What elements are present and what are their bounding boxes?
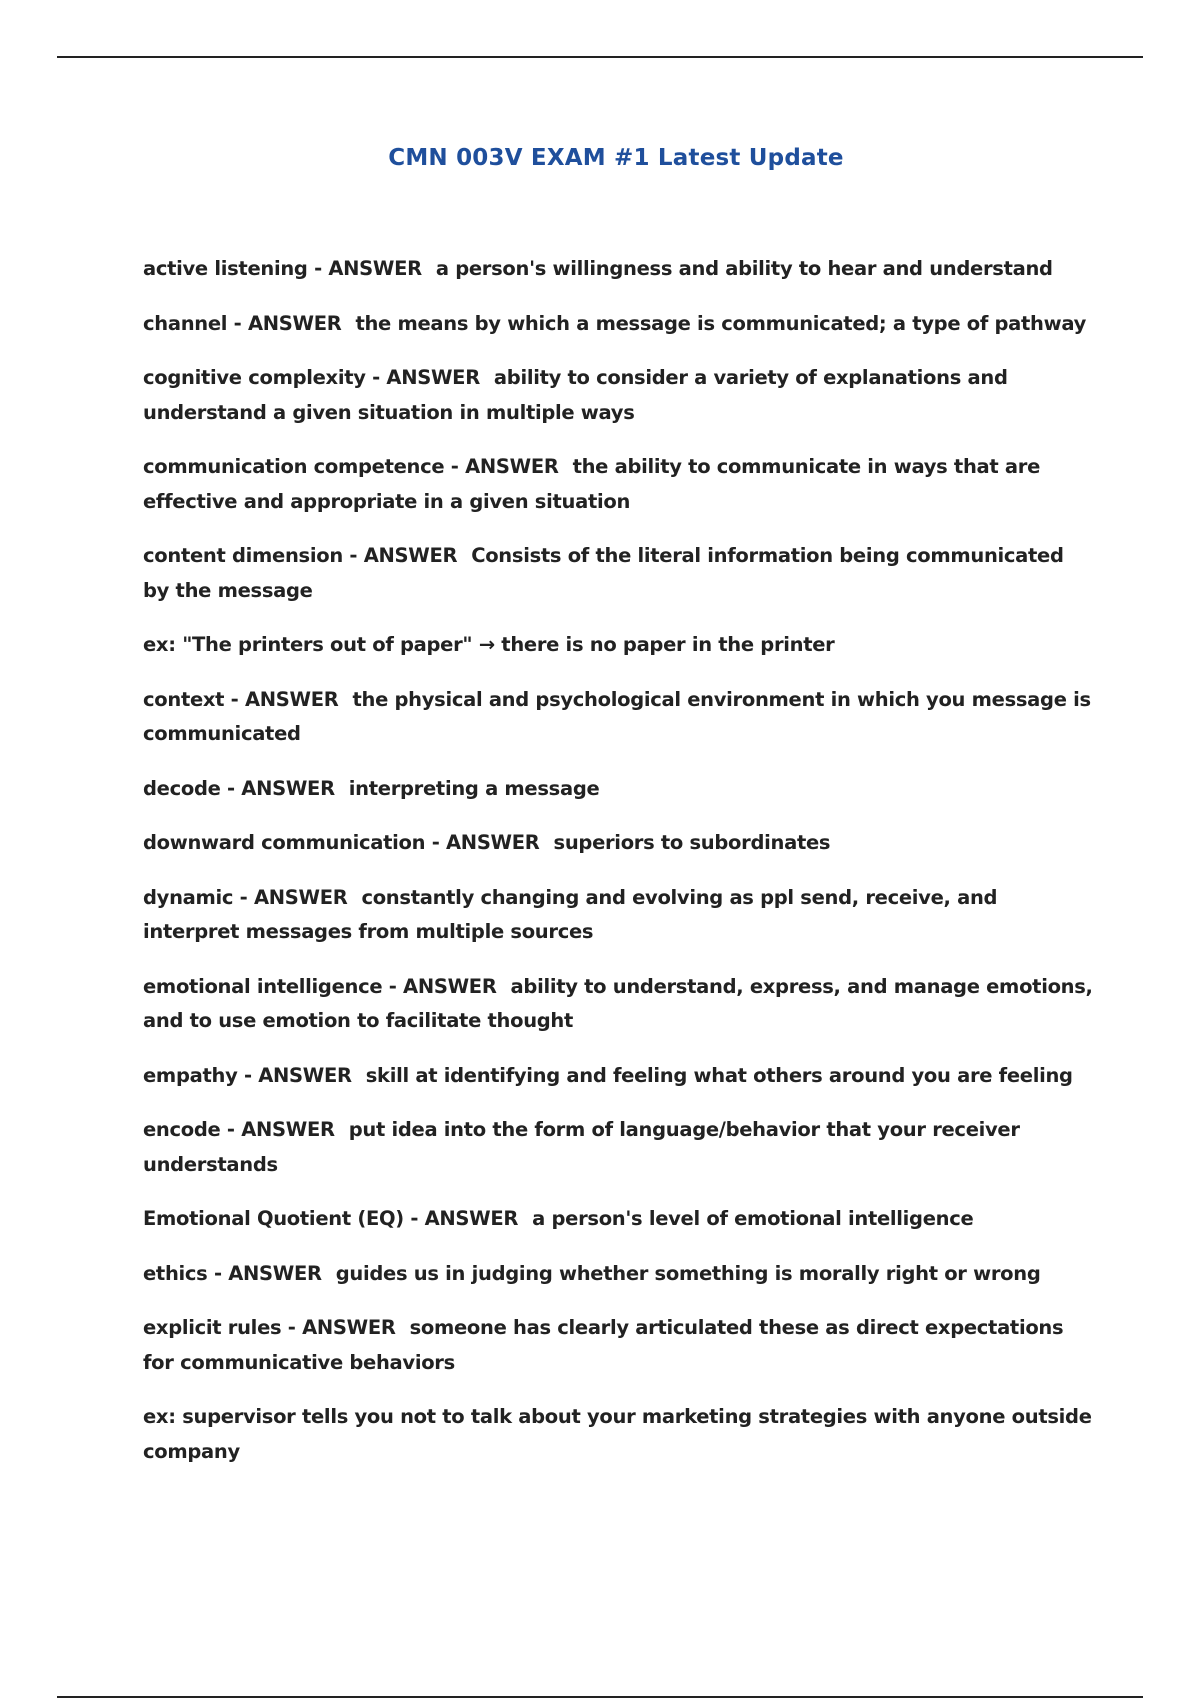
glossary-entry [143, 1257, 1093, 1292]
entry-definition: constantly changing and evolving as ppl send, receive, and interpret messages from multiple sources [143, 885, 998, 943]
glossary-example [143, 1400, 1093, 1469]
entry-term: emotional intelligence - ANSWER [143, 974, 497, 998]
glossary-entry [143, 881, 1093, 950]
entry-term: Emotional Quotient (EQ) - ANSWER [143, 1207, 519, 1230]
entry-term: ethics - ANSWER [143, 1261, 322, 1285]
entry-definition: interpreting a message [348, 776, 600, 800]
glossary-entry [143, 450, 1093, 519]
entry-term: downward communication - ANSWER [143, 831, 540, 854]
entry-term: decode - ANSWER [143, 776, 335, 800]
glossary-entry [143, 1202, 1093, 1237]
entry-definition: the physical and psychological environment in which you message is communicated [143, 687, 1091, 745]
entry-example: ex: supervisor tells you not to talk about your marketing strategies with anyone outside company [143, 1405, 1092, 1463]
entry-definition: ability to consider a variety of explanations and understand a given situation in multiple ways [143, 366, 1008, 424]
glossary-example [143, 628, 1093, 663]
glossary-entry [143, 1113, 1093, 1182]
entry-term: dynamic - ANSWER [143, 885, 348, 909]
glossary-entry [143, 539, 1093, 608]
entry-term: encode - ANSWER [143, 1118, 335, 1141]
glossary-entry [143, 361, 1093, 430]
entry-definition: a person's willingness and ability to hear and understand [435, 257, 1053, 280]
entry-definition: the ability to communicate in ways that are effective and appropriate in a given situation [143, 455, 1040, 513]
entry-term: cognitive complexity - ANSWER [143, 366, 480, 389]
glossary-entry [143, 772, 1093, 807]
glossary-entry [143, 307, 1093, 342]
entry-term: content dimension - ANSWER [143, 544, 458, 567]
entry-definition: a person's level of emotional intelligence [532, 1207, 974, 1230]
entry-definition: the means by which a message is communicated; a type of pathway [355, 311, 1087, 335]
entry-definition: someone has clearly articulated these as direct expectations for communicative behaviors [143, 1316, 1064, 1374]
entry-term: explicit rules - ANSWER [143, 1316, 396, 1339]
glossary-entry [143, 252, 1093, 287]
header-rule [57, 56, 1143, 58]
entry-term: communication competence - ANSWER [143, 455, 559, 478]
entry-definition: guides us in judging whether something is morally right or wrong [335, 1261, 1041, 1285]
entry-term: context - ANSWER [143, 687, 339, 711]
entry-example: ex: "The printers out of paper" → there is no paper in the printer [143, 633, 835, 656]
glossary-entry [143, 826, 1093, 861]
glossary-entry [143, 683, 1093, 752]
glossary-list [143, 252, 1093, 1489]
glossary-entry [143, 1311, 1093, 1380]
entry-definition: superiors to subordinates [553, 831, 831, 854]
entry-definition: ability to understand, express, and manage emotions, and to use emotion to facilitate thought [143, 974, 1093, 1032]
entry-definition: put idea into the form of language/behavior that your receiver understands [143, 1118, 1020, 1176]
entry-definition: skill at identifying and feeling what others around you are feeling [365, 1063, 1073, 1087]
entry-term: empathy - ANSWER [143, 1063, 352, 1087]
document-title: CMN 003V EXAM #1 Latest Update [388, 145, 844, 171]
glossary-entry [143, 1059, 1093, 1094]
entry-term: channel - ANSWER [143, 311, 342, 335]
entry-definition: Consists of the literal information being communicated by the message [143, 544, 1064, 602]
entry-term: active listening - ANSWER [143, 257, 422, 280]
glossary-entry [143, 970, 1093, 1039]
footer-rule [57, 1696, 1143, 1698]
